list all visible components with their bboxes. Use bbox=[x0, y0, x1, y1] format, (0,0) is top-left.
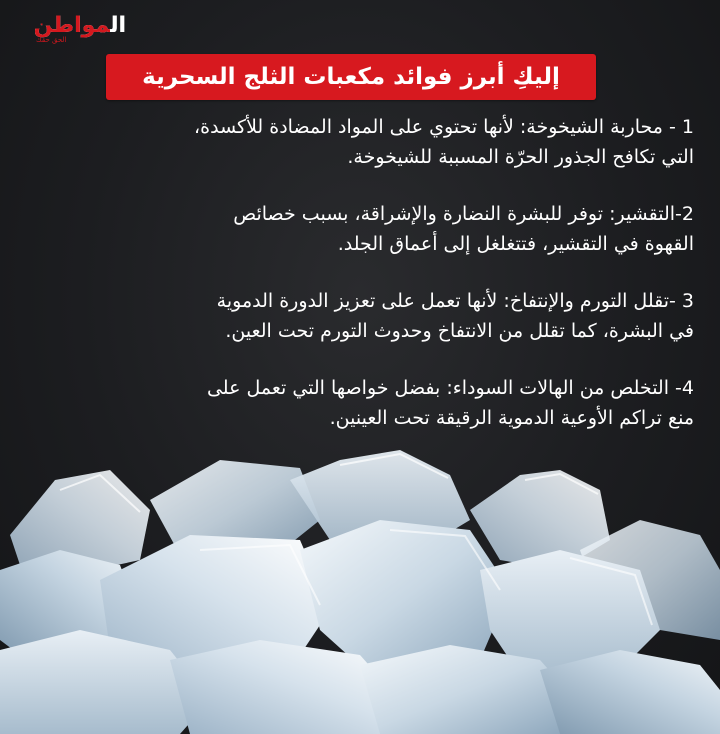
logo-tagline: الحق حقك bbox=[36, 36, 67, 44]
title-banner bbox=[106, 54, 596, 100]
benefit-item bbox=[28, 112, 694, 172]
benefit-line: التي تكافح الجذور الحرّة المسببة للشيخوخة. bbox=[347, 146, 694, 168]
logo-wordmark-white: ال bbox=[110, 13, 126, 38]
ice-cubes-image bbox=[0, 440, 720, 734]
page-title: إليكِ أبرز فوائد مكعبات الثلج السحرية bbox=[142, 64, 560, 90]
benefit-line: منع تراكم الأوعية الدموية الرقيقة تحت العينين. bbox=[329, 407, 694, 429]
logo-wordmark bbox=[26, 14, 126, 38]
benefit-line: 1 - محاربة الشيخوخة: لأنها تحتوي على المواد المضادة للأكسدة، bbox=[194, 116, 694, 138]
logo-wordmark-red: مواطن bbox=[33, 13, 111, 38]
benefit-item bbox=[28, 286, 694, 346]
benefit-line: 3 -تقلل التورم والإنتفاخ: لأنها تعمل على تعزيز الدورة الدموية bbox=[216, 290, 694, 312]
benefit-item bbox=[28, 373, 694, 433]
benefit-item bbox=[28, 199, 694, 259]
benefit-line: في البشرة، كما تقلل من الانتفاخ وحدوث التورم تحت العين. bbox=[225, 320, 694, 342]
benefit-line: القهوة في التقشير، فتتغلغل إلى أعماق الجلد. bbox=[337, 233, 694, 255]
brand-logo bbox=[26, 14, 126, 50]
benefit-line: 4- التخلص من الهالات السوداء: بفضل خواصها التي تعمل على bbox=[206, 377, 694, 399]
benefits-list bbox=[28, 112, 694, 460]
benefit-line: 2-التقشير: توفر للبشرة النضارة والإشراقة، بسبب خصائص bbox=[233, 203, 694, 225]
